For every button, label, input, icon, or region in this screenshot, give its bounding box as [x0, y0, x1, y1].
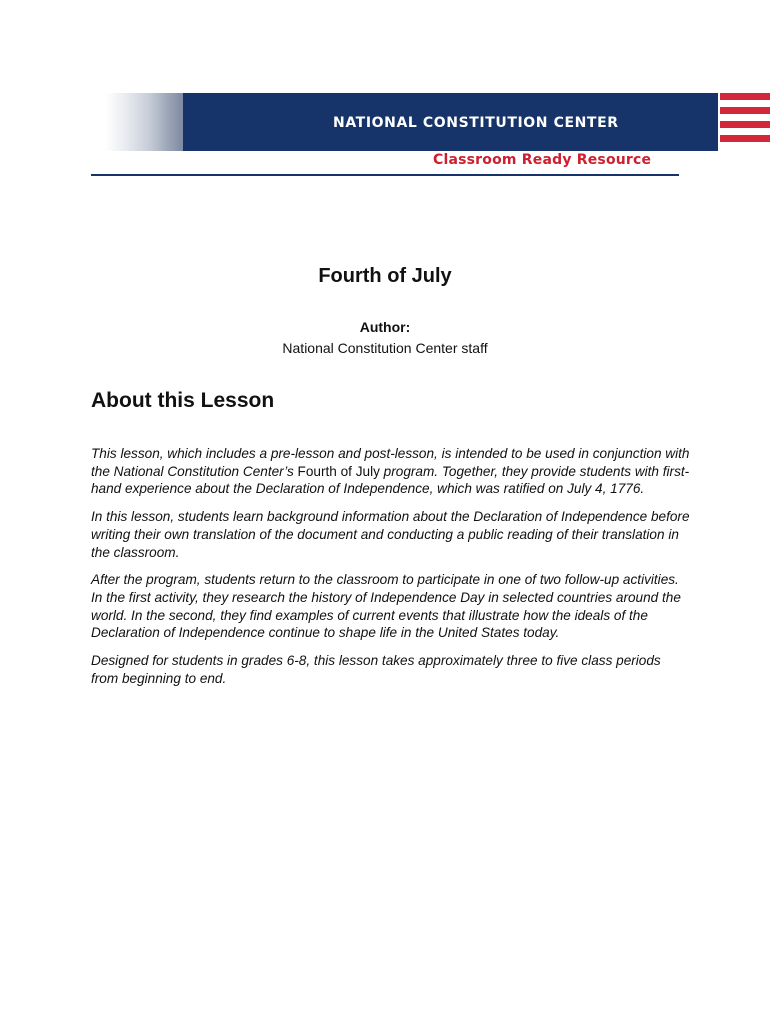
- header-subtitle: Classroom Ready Resource: [433, 152, 652, 168]
- paragraph: [91, 445, 691, 498]
- banner-gradient: [105, 93, 185, 151]
- author-name: National Constitution Center staff: [282, 340, 488, 356]
- header-divider: [91, 174, 679, 176]
- org-name: NATIONAL CONSTITUTION CENTER: [333, 115, 619, 131]
- paragraph-text: program. Together, they provide students with first-hand experience about the Declaration of Independence, which was ratified on July 4, 1776.: [91, 463, 690, 497]
- paragraph: Designed for students in grades 6-8, this lesson takes approximately three to five class periods from beginning to end.: [91, 653, 661, 686]
- author-label: Author:: [359, 319, 411, 335]
- paragraph-text: This lesson, which includes a pre-lesson and post-lesson, is intended to be used in conjunction with the National Constitution Center’s: [91, 446, 690, 479]
- flag-stripes-icon: [720, 93, 770, 151]
- paragraph: In this lesson, students learn background information about the Declaration of Independence before writing their own translation of the document and conducting a public reading of their translation in the classroom.: [91, 509, 690, 560]
- lesson-body: [91, 445, 691, 697]
- section-heading: About this Lesson: [91, 389, 275, 412]
- header-banner: [105, 93, 675, 151]
- program-name: Fourth of July: [297, 463, 380, 479]
- paragraph: After the program, students return to the classroom to participate in one of two follow-up activities. In the first activity, they research the history of Independence Day in selected countries around the world. In the second, they find examples of current events that illustrate how the ideals of the Declaration of Independence continue to shape life in the United States today.: [91, 572, 681, 641]
- document-title: Fourth of July: [318, 265, 452, 287]
